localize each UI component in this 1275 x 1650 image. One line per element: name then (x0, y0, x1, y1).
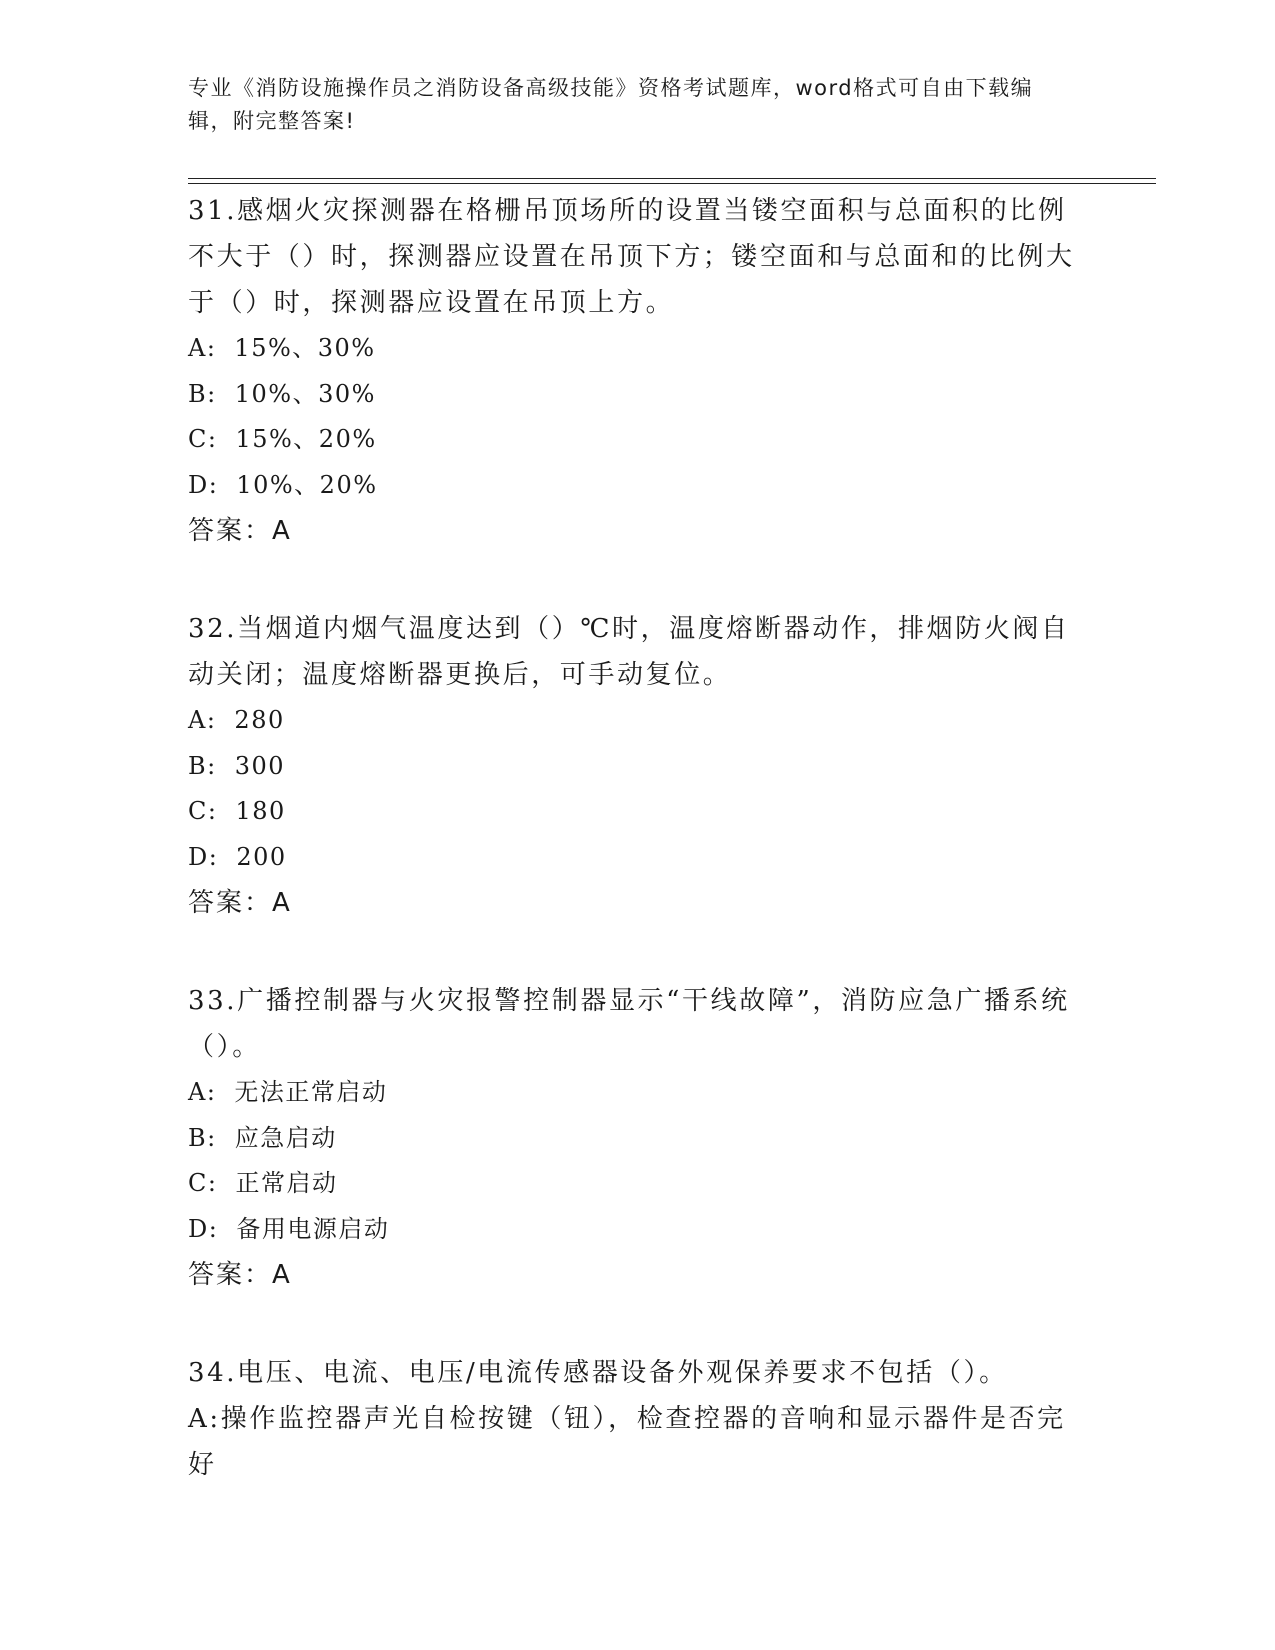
option-a (188, 698, 1088, 744)
answer-line: 答案：A (188, 1260, 292, 1290)
option-letter: C: (188, 425, 218, 453)
option-text: 10%、20% (236, 470, 378, 499)
option-text: 无法正常启动 (234, 1078, 388, 1106)
option-a (188, 326, 1088, 372)
option-letter: C: (188, 797, 218, 825)
option-letter: B: (188, 379, 217, 408)
option-a (188, 1396, 1088, 1488)
question-31 (188, 188, 1088, 554)
option-letter: C: (188, 1169, 218, 1197)
question-stem: 32.当烟道内烟气温度达到（）℃时，温度熔断器动作，排烟防火阀自动关闭；温度熔断器更换后，可手动复位。 (188, 614, 1070, 690)
option-a (188, 1070, 1088, 1116)
document-header: 专业《消防设施操作员之消防设备高级技能》资格考试题库，word格式可自由下载编辑，附完整答案! (188, 76, 1034, 133)
question-stem: 31.感烟火灾探测器在格栅吊顶场所的设置当镂空面积与总面积的比例不大于（）时，探测器应设置在吊顶下方；镂空面和与总面和的比例大于（）时，探测器应设置在吊顶上方。 (188, 196, 1075, 318)
option-text: 应急启动 (234, 1123, 337, 1152)
option-letter: A: (188, 1078, 217, 1106)
option-letter: A: (188, 1404, 221, 1434)
option-d (188, 1207, 1088, 1253)
option-b (188, 744, 1088, 790)
option-text: 备用电源启动 (236, 1214, 390, 1243)
question-32 (188, 606, 1088, 926)
option-b (188, 1116, 1088, 1162)
option-text: 280 (234, 706, 285, 734)
option-d (188, 835, 1088, 881)
option-text: 10%、30% (234, 379, 376, 408)
option-c (188, 1161, 1088, 1207)
question-33 (188, 978, 1088, 1298)
option-text: 正常启动 (235, 1169, 338, 1197)
question-list (188, 188, 1088, 1540)
question-stem: 34.电压、电流、电压/电流传感器设备外观保养要求不包括（）。 (188, 1358, 1008, 1388)
option-text: 15%、20% (235, 425, 377, 453)
option-letter: D: (188, 470, 219, 499)
answer-line: 答案：A (188, 516, 292, 546)
option-letter: A: (188, 334, 217, 362)
option-text: 操作监控器声光自检按键（钮），检查控器的音响和显示器件是否完好 (188, 1404, 1066, 1480)
option-letter: D: (188, 1214, 219, 1243)
option-text: 15%、30% (234, 334, 376, 362)
header-divider-bottom (188, 183, 1156, 184)
option-letter: A: (188, 706, 217, 734)
question-stem: 33.广播控制器与火灾报警控制器显示“干线故障”，消防应急广播系统（）。 (188, 986, 1070, 1062)
answer-line: 答案：A (188, 888, 292, 918)
header-divider-top (188, 178, 1156, 179)
option-c (188, 789, 1088, 835)
option-text: 300 (234, 751, 286, 780)
option-d (188, 463, 1088, 509)
option-letter: B: (188, 751, 217, 780)
question-34 (188, 1350, 1088, 1488)
option-letter: B: (188, 1123, 217, 1152)
option-text: 180 (235, 797, 286, 825)
option-letter: D: (188, 842, 219, 871)
option-c (188, 417, 1088, 463)
option-text: 200 (236, 842, 287, 871)
option-b (188, 372, 1088, 418)
